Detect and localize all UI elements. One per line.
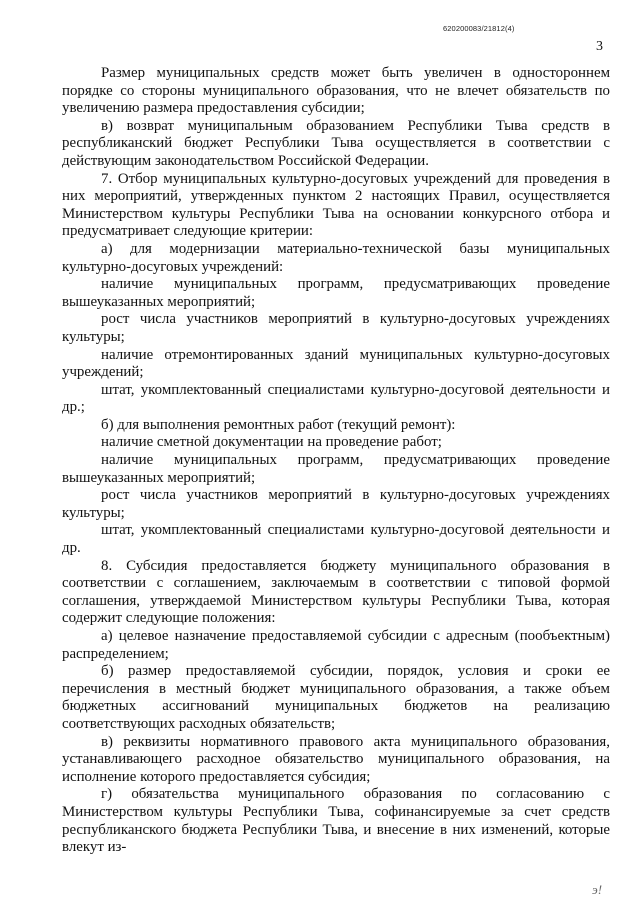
paragraph: б) размер предоставляемой субсидии, порядок, условия и сроки ее перечисления в местный бюджет муниципального образования, а также объем бюджетных ассигнований муниципальных бюджетов на реализацию соответствующих расходных обязательств; (62, 663, 610, 732)
paragraph: штат, укомплектованный специалистами культурно-досуговой деятельности и др.; (62, 381, 610, 416)
paragraph: 7. Отбор муниципальных культурно-досуговых учреждений для проведения в них мероприятий, утвержденных пунктом 2 настоящих Правил, осуществляется Министерством культуры Республики Тыва на основании конкурсного отбора и предусматривает следующие критерии: (62, 170, 610, 240)
paragraph: а) целевое назначение предоставляемой субсидии с адресным (пообъектным) распределением; (62, 628, 610, 662)
paragraph: наличие муниципальных программ, предусматривающих проведение вышеуказанных мероприятий; (62, 276, 610, 310)
paragraph: г) обязательства муниципального образования по согласованию с Министерством культуры Республики Тыва, софинансируемые за счет средств республиканского бюджета Республики Тыва, и внесение в них изменений, которые влекут из- (62, 786, 610, 856)
handwritten-mark: э! (592, 882, 603, 897)
paragraph: наличие муниципальных программ, предусматривающих проведение вышеуказанных мероприятий; (62, 452, 610, 486)
paragraph: наличие отремонтированных зданий муниципальных культурно-досуговых учреждений; (62, 346, 610, 381)
document-registration-number: 620200083/21812(4) (443, 24, 515, 33)
paragraph: штат, укомплектованный специалистами культурно-досуговой деятельности и др. (62, 522, 610, 557)
paragraph: б) для выполнения ремонтных работ (текущий ремонт): (101, 416, 456, 433)
paragraph: а) для модернизации материально-технической базы муниципальных культурно-досуговых учреждений: (62, 240, 610, 275)
paragraph: в) возврат муниципальным образованием Республики Тыва средств в республиканский бюджет Республики Тыва осуществляется в соответствии с действующим законодательством Российской Федерации. (62, 117, 610, 169)
paragraph: Размер муниципальных средств может быть увеличен в одностороннем порядке со стороны муниципального образования, что не влечет обязательств по увеличению размера предоставления субсидии; (62, 65, 610, 117)
paragraph: рост числа участников мероприятий в культурно-досуговых учреждениях культуры; (62, 311, 610, 345)
paragraph: рост числа участников мероприятий в культурно-досуговых учреждениях культуры; (62, 487, 610, 521)
page-number: 3 (596, 39, 603, 54)
document-body (62, 65, 610, 857)
paragraph: наличие сметной документации на проведение работ; (101, 434, 442, 451)
paragraph: 8. Субсидия предоставляется бюджету муниципального образования в соответствии с соглашением, заключаемым в соответствии с типовой формой соглашения, утверждаемой Министерством культуры Республики Тыва, которая содержит следующие положения: (62, 557, 610, 627)
paragraph: в) реквизиты нормативного правового акта муниципального образования, устанавливающего расходное обязательство муниципального образования, на исполнение которого предоставляется субсидия; (62, 733, 610, 785)
